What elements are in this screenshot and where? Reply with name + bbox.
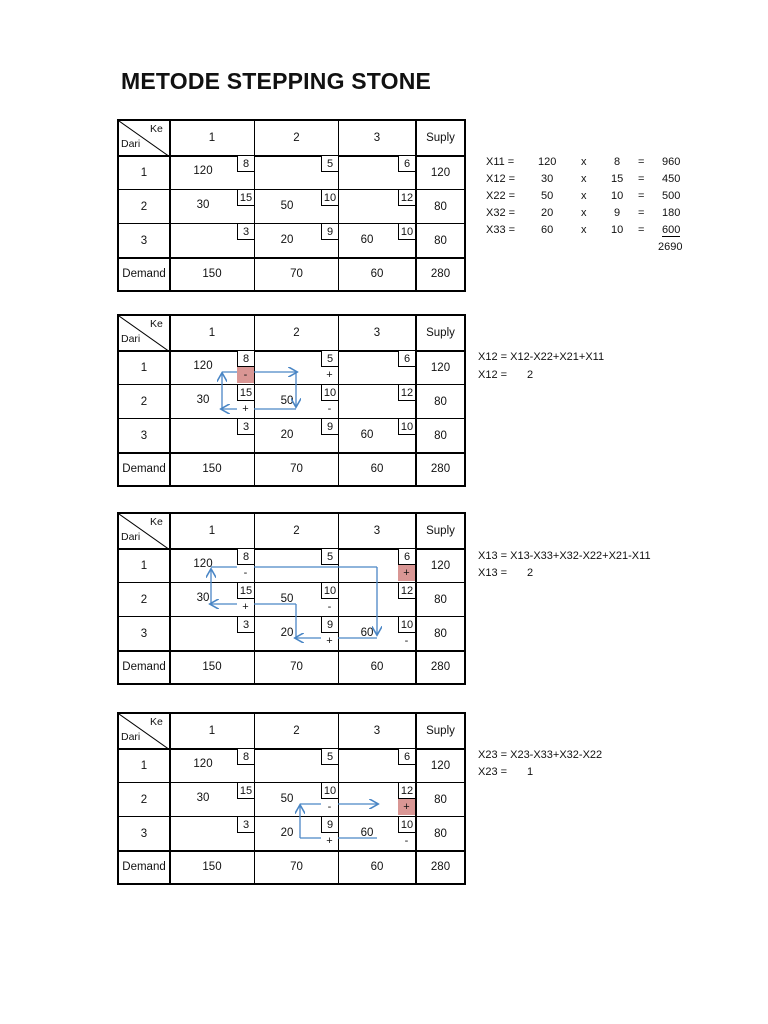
alloc-3-3: 60 xyxy=(360,827,374,839)
calc-alloc: 60 xyxy=(541,224,554,236)
header-dari: Dari xyxy=(121,138,141,150)
calc-op: x xyxy=(581,224,587,236)
cost-2-2: 10 xyxy=(321,385,338,401)
calc-alloc: 50 xyxy=(541,190,554,202)
cost-3-2: 9 xyxy=(321,617,338,633)
alloc-3-3: 60 xyxy=(360,429,374,441)
header-ke: Ke xyxy=(150,123,163,135)
alloc-2-1: 30 xyxy=(196,199,210,211)
col-header-supply: Suply xyxy=(426,725,455,737)
cost-1-1: 8 xyxy=(237,156,254,172)
demand-3: 60 xyxy=(370,268,384,280)
cost-1-2: 5 xyxy=(321,156,338,172)
header-ke: Ke xyxy=(150,716,163,728)
transport-table-2 xyxy=(117,314,466,487)
cost-3-1: 3 xyxy=(237,617,254,633)
loop-sign-2-2: - xyxy=(321,599,338,615)
header-dari: Dari xyxy=(121,531,141,543)
calc-label: X12 = xyxy=(486,173,516,185)
calc-alloc: 120 xyxy=(538,156,557,168)
col-header-3: 3 xyxy=(373,725,381,737)
col-header-1: 1 xyxy=(208,132,216,144)
col-header-3: 3 xyxy=(373,132,381,144)
transport-table-1 xyxy=(117,119,466,292)
alloc-2-2: 50 xyxy=(280,793,294,805)
row-label-2: 2 xyxy=(140,395,148,408)
loop-sign-2-3: + xyxy=(398,799,415,815)
alloc-3-3: 60 xyxy=(360,627,374,639)
calc-op: x xyxy=(581,173,587,185)
demand-label: Demand xyxy=(122,661,166,673)
calc-result: 180 xyxy=(662,207,681,219)
col-header-2: 2 xyxy=(293,525,300,537)
row-label-1: 1 xyxy=(140,361,148,374)
cost-1-2: 5 xyxy=(321,351,338,367)
cost-2-1: 15 xyxy=(237,190,254,206)
demand-2: 70 xyxy=(290,661,303,673)
cost-2-3: 12 xyxy=(398,583,415,599)
cost-3-1: 3 xyxy=(237,817,254,833)
cost-1-1: 8 xyxy=(237,549,254,565)
loop-result-value-2: 2 xyxy=(527,567,534,579)
loop-formula-2: X13 = X13-X33+X32-X22+X21-X11 xyxy=(478,550,651,562)
loop-formula-1: X12 = X12-X22+X21+X11 xyxy=(478,351,605,363)
row-label-3: 3 xyxy=(140,429,148,442)
cost-1-1: 8 xyxy=(237,749,254,765)
cost-3-3: 10 xyxy=(398,817,415,833)
row-label-3: 3 xyxy=(140,627,148,640)
demand-1: 150 xyxy=(202,661,222,673)
row-label-2: 2 xyxy=(140,200,148,213)
loop-result-label-1: X12 = xyxy=(478,369,508,381)
calc-cost: 15 xyxy=(611,173,624,185)
calc-row xyxy=(486,207,686,224)
loop-sign-3-2: + xyxy=(321,633,338,649)
col-header-3: 3 xyxy=(373,525,381,537)
demand-2: 70 xyxy=(290,861,303,873)
alloc-2-2: 50 xyxy=(280,395,294,407)
cost-3-3: 10 xyxy=(398,419,415,435)
calc-row xyxy=(486,156,686,173)
loop-sign-2-1: + xyxy=(237,401,254,417)
supply-1: 120 xyxy=(430,166,451,179)
alloc-3-2: 20 xyxy=(280,234,294,246)
demand-total: 280 xyxy=(430,861,451,873)
loop-sign-1-2: + xyxy=(321,367,338,383)
loop-sign-1-3: + xyxy=(398,565,415,581)
cost-2-3: 12 xyxy=(398,385,415,401)
loop-sign-1-1: - xyxy=(237,367,254,383)
loop-result-value-3: 1 xyxy=(527,766,534,778)
alloc-2-1: 30 xyxy=(196,394,210,406)
col-header-2: 2 xyxy=(293,725,300,737)
cost-3-2: 9 xyxy=(321,224,338,240)
calc-row xyxy=(486,173,686,190)
loop-sign-1-1: - xyxy=(237,565,254,581)
alloc-1-1: 120 xyxy=(193,360,213,372)
calc-op: x xyxy=(581,190,587,202)
alloc-1-1: 120 xyxy=(193,165,213,177)
alloc-3-2: 20 xyxy=(280,627,294,639)
loop-formula-3: X23 = X23-X33+X32-X22 xyxy=(478,749,603,761)
col-header-1: 1 xyxy=(208,525,216,537)
calc-alloc: 20 xyxy=(541,207,554,219)
cost-2-1: 15 xyxy=(237,783,254,799)
alloc-3-2: 20 xyxy=(280,827,294,839)
cost-1-3: 6 xyxy=(398,549,415,565)
alloc-3-3: 60 xyxy=(360,234,374,246)
calc-cost: 9 xyxy=(614,207,621,219)
demand-3: 60 xyxy=(370,861,384,873)
cost-3-2: 9 xyxy=(321,419,338,435)
demand-1: 150 xyxy=(202,463,222,475)
calc-label: X33 = xyxy=(486,224,516,236)
cost-1-2: 5 xyxy=(321,749,338,765)
supply-3: 80 xyxy=(434,429,447,442)
calc-label: X11 = xyxy=(486,156,515,168)
col-header-2: 2 xyxy=(293,327,300,339)
calc-label: X22 = xyxy=(486,190,516,202)
alloc-1-1: 120 xyxy=(193,758,213,770)
demand-label: Demand xyxy=(122,463,166,475)
demand-total: 280 xyxy=(430,268,451,280)
transport-table-4 xyxy=(117,712,466,885)
demand-label: Demand xyxy=(122,268,166,280)
calc-row xyxy=(486,190,686,207)
demand-1: 150 xyxy=(202,268,222,280)
header-ke: Ke xyxy=(150,516,163,528)
alloc-3-2: 20 xyxy=(280,429,294,441)
loop-sign-3-3: - xyxy=(398,833,415,849)
calc-result: 600 xyxy=(662,224,681,236)
row-label-1: 1 xyxy=(140,166,148,179)
transport-table-3 xyxy=(117,512,466,685)
supply-3: 80 xyxy=(434,627,447,640)
row-label-2: 2 xyxy=(140,793,148,806)
calc-result: 450 xyxy=(662,173,681,185)
loop-result-value-1: 2 xyxy=(527,369,534,381)
supply-2: 80 xyxy=(434,200,447,213)
cost-2-1: 15 xyxy=(237,385,254,401)
alloc-2-2: 50 xyxy=(280,593,294,605)
alloc-1-1: 120 xyxy=(193,558,213,570)
row-label-3: 3 xyxy=(140,827,148,840)
calc-label: X32 = xyxy=(486,207,516,219)
calc-eq: = xyxy=(638,224,645,236)
supply-1: 120 xyxy=(430,361,451,374)
supply-3: 80 xyxy=(434,234,447,247)
calc-eq: = xyxy=(638,173,645,185)
row-label-3: 3 xyxy=(140,234,148,247)
row-label-2: 2 xyxy=(140,593,148,606)
row-label-1: 1 xyxy=(140,559,148,572)
cost-1-1: 8 xyxy=(237,351,254,367)
cost-1-3: 6 xyxy=(398,749,415,765)
loop-result-label-3: X23 = xyxy=(478,766,508,778)
col-header-1: 1 xyxy=(208,327,216,339)
calc-total: 2690 xyxy=(658,241,683,253)
calc-cost: 10 xyxy=(611,190,624,202)
calc-op: x xyxy=(581,207,587,219)
cost-2-1: 15 xyxy=(237,583,254,599)
cost-3-1: 3 xyxy=(237,224,254,240)
loop-sign-2-2: - xyxy=(321,401,338,417)
supply-2: 80 xyxy=(434,593,447,606)
cost-1-3: 6 xyxy=(398,156,415,172)
loop-sign-2-1: + xyxy=(237,599,254,615)
loop-sign-3-3: - xyxy=(398,633,415,649)
demand-1: 150 xyxy=(202,861,222,873)
calc-alloc: 30 xyxy=(541,173,554,185)
supply-2: 80 xyxy=(434,395,447,408)
col-header-supply: Suply xyxy=(426,525,455,537)
cost-3-3: 10 xyxy=(398,617,415,633)
header-dari: Dari xyxy=(121,333,141,345)
cost-1-2: 5 xyxy=(321,549,338,565)
calc-eq: = xyxy=(638,207,645,219)
demand-2: 70 xyxy=(290,463,303,475)
loop-sign-3-2: + xyxy=(321,833,338,849)
cost-2-2: 10 xyxy=(321,783,338,799)
alloc-2-1: 30 xyxy=(196,792,210,804)
cost-2-2: 10 xyxy=(321,583,338,599)
cost-3-3: 10 xyxy=(398,224,415,240)
col-header-supply: Suply xyxy=(426,327,455,339)
calc-result: 500 xyxy=(662,190,681,202)
cost-2-3: 12 xyxy=(398,783,415,799)
col-header-2: 2 xyxy=(293,132,300,144)
calc-cost: 10 xyxy=(611,224,624,236)
col-header-1: 1 xyxy=(208,725,216,737)
header-ke: Ke xyxy=(150,318,163,330)
col-header-supply: Suply xyxy=(426,132,455,144)
alloc-2-2: 50 xyxy=(280,200,294,212)
demand-label: Demand xyxy=(122,861,166,873)
alloc-2-1: 30 xyxy=(196,592,210,604)
demand-total: 280 xyxy=(430,463,451,475)
calc-result: 960 xyxy=(662,156,681,168)
cost-2-3: 12 xyxy=(398,190,415,206)
supply-2: 80 xyxy=(434,793,447,806)
header-dari: Dari xyxy=(121,731,141,743)
cost-2-2: 10 xyxy=(321,190,338,206)
cost-1-3: 6 xyxy=(398,351,415,367)
supply-1: 120 xyxy=(430,759,451,772)
calc-row xyxy=(486,224,686,241)
demand-3: 60 xyxy=(370,661,384,673)
loop-sign-2-2: - xyxy=(321,799,338,815)
demand-total: 280 xyxy=(430,661,451,673)
supply-1: 120 xyxy=(430,559,451,572)
page-title: METODE STEPPING STONE xyxy=(121,68,432,94)
calc-eq: = xyxy=(638,156,645,168)
row-label-1: 1 xyxy=(140,759,148,772)
loop-result-label-2: X13 = xyxy=(478,567,508,579)
demand-2: 70 xyxy=(290,268,303,280)
cost-3-1: 3 xyxy=(237,419,254,435)
calc-cost: 8 xyxy=(614,156,621,168)
calc-eq: = xyxy=(638,190,645,202)
col-header-3: 3 xyxy=(373,327,381,339)
calc-op: x xyxy=(581,156,587,168)
supply-3: 80 xyxy=(434,827,447,840)
demand-3: 60 xyxy=(370,463,384,475)
cost-3-2: 9 xyxy=(321,817,338,833)
